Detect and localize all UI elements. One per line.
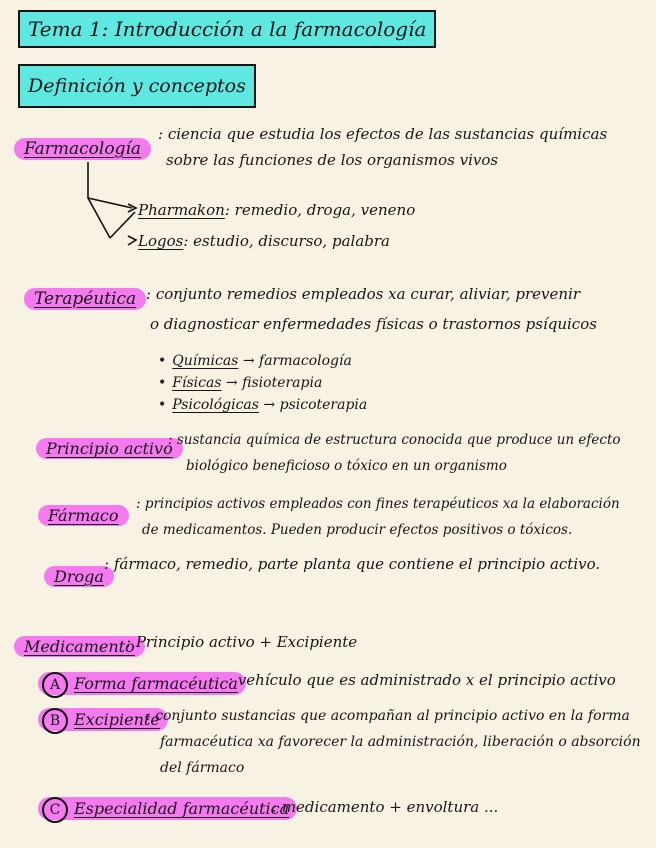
excipiente-term: Excipiente (74, 710, 160, 729)
term-farmacologia: Farmacología (14, 138, 151, 160)
term-principio-activo: Principio activo (36, 438, 183, 459)
item-c-highlight (38, 797, 297, 820)
list-item: • Químicas → farmacología (158, 353, 352, 369)
page-title: Tema 1: Introducción a la farmacología (18, 10, 436, 48)
term-droga: Droga (44, 566, 114, 587)
letter-c-badge: C (42, 797, 68, 823)
farmacologia-def-line2: sobre las funciones de los organismos vivos (166, 151, 499, 169)
logos-term: Logos (138, 232, 184, 250)
medicamento-def: : Principio activo + Excipiente (126, 633, 358, 651)
forma-farmaceutica-term: Forma farmacéutica (74, 674, 238, 693)
farmacologia-def-line1: : ciencia que estudia los efectos de las sustancias químicas (158, 125, 608, 143)
term-terapeutica: Terapéutica (24, 288, 146, 310)
especialidad-def: : medicamento + envoltura ... (272, 798, 499, 816)
principio-def-line1: : sustancia química de estructura conocida que produce un efecto (168, 432, 621, 448)
branch-logos (138, 229, 390, 253)
terapeutica-list (158, 350, 367, 416)
list-item: • Físicas → fisioterapia (158, 375, 323, 391)
section-title: Definición y conceptos (18, 64, 256, 108)
forma-farmaceutica-def: : vehículo que es administrado x el principio activo (228, 671, 616, 689)
term-farmaco: Fármaco (38, 505, 129, 526)
terapeutica-def-line1: : conjunto remedios empleados xa curar, aliviar, prevenir (146, 285, 581, 303)
item-c (38, 797, 297, 823)
excipiente-def-line2: farmacéutica xa favorecer la administración, liberación o absorción (160, 734, 641, 750)
droga-def: : fármaco, remedio, parte planta que contiene el principio activo. (104, 555, 601, 573)
branch-pharmakon (138, 198, 415, 222)
principio-def-line2: biológico beneficioso o tóxico en un organismo (186, 458, 507, 474)
item-a (38, 672, 246, 698)
excipiente-def-line3: del fármaco (160, 760, 245, 776)
pharmakon-term: Pharmakon (138, 201, 225, 219)
item-a-highlight (38, 672, 246, 695)
especialidad-term: Especialidad farmacéutica (74, 799, 290, 818)
letter-b-badge: B (42, 708, 68, 734)
term-medicamento: Medicamento (14, 636, 145, 657)
farmaco-def-line1: : principios activos empleados con fines terapéuticos xa la elaboración (136, 496, 620, 512)
letter-a-badge: A (42, 672, 68, 698)
farmaco-def-line2: de medicamentos. Pueden producir efectos positivos o tóxicos. (142, 522, 573, 538)
logos-def: : estudio, discurso, palabra (183, 232, 390, 250)
terapeutica-def-line2: o diagnosticar enfermedades físicas o trastornos psíquicos (150, 315, 597, 333)
list-item: • Psicológicas → psicoterapia (158, 397, 368, 413)
pharmakon-def: : remedio, droga, veneno (224, 201, 416, 219)
excipiente-def-line1: : conjunto sustancias que acompañan al principio activo en la forma (146, 708, 630, 724)
